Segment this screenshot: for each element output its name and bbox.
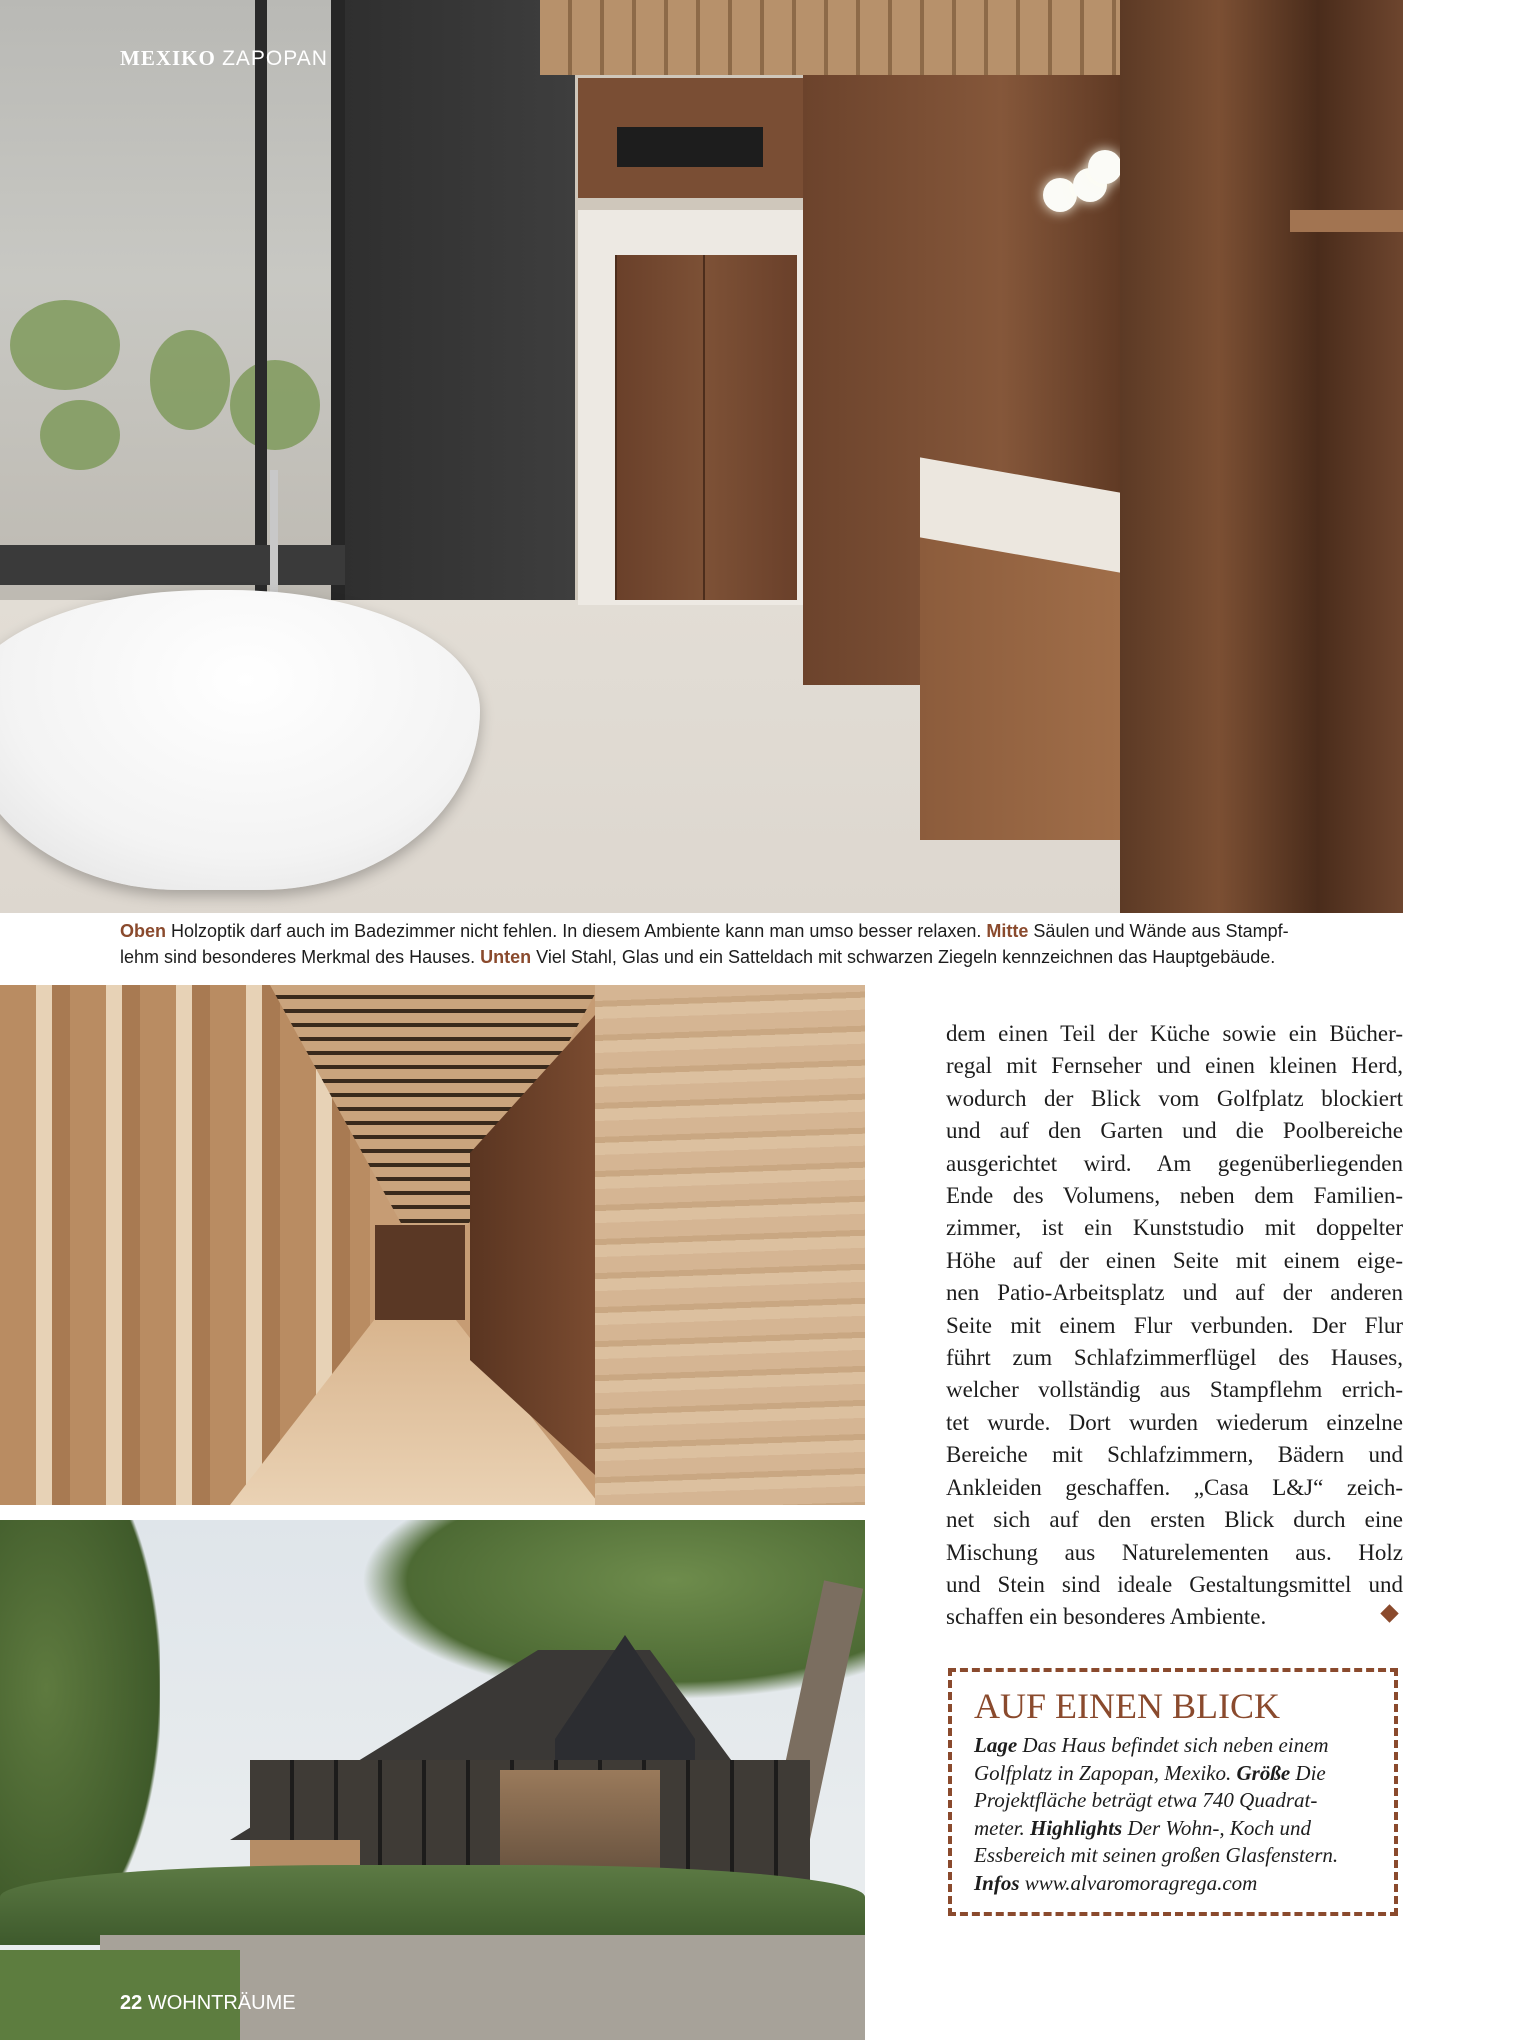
info-lage-text: Das Haus befindet sich neben einem	[1017, 1733, 1329, 1757]
body-text-line: Mischung aus Naturelementen aus. Holz	[946, 1539, 1403, 1565]
caption-text-mid-2: lehm sind besonderes Merkmal des Hauses.	[120, 947, 481, 967]
caption-lead-mid: Mitte	[986, 921, 1029, 941]
caption-text-top: Holzoptik darf auch im Badezimmer nicht fehlen. In diesem Ambiente kann man umso besser relaxen.	[166, 921, 987, 941]
light-bulb	[1088, 150, 1122, 184]
info-lage-text-2: Golfplatz in Zapopan, Mexiko.	[974, 1760, 1237, 1785]
section-city: ZAPOPAN	[222, 47, 328, 70]
body-text-line: Bereiche mit Schlafzimmern, Bädern und	[946, 1442, 1403, 1468]
dark-wall	[345, 0, 575, 690]
rammed-earth-wall	[595, 985, 865, 1505]
info-groesse-label: Größe	[1236, 1760, 1291, 1785]
info-box-title: AUF EINEN BLICK	[974, 1686, 1280, 1726]
info-box-body	[974, 1732, 1372, 1897]
body-text-line: schaffen ein besonderes Ambiente.	[946, 1604, 1267, 1630]
tub-faucet	[270, 470, 278, 600]
page-folio	[120, 1992, 296, 2015]
body-text-line: net sich auf den ersten Blick durch eine	[946, 1507, 1403, 1533]
info-website-link[interactable]: www.alvaromoragrega.com	[1019, 1870, 1258, 1895]
body-text-line: welcher vollständig aus Stampflehm errich-	[946, 1377, 1403, 1403]
section-country: MEXIKO	[120, 46, 216, 70]
corridor-end-door	[375, 1225, 465, 1320]
info-groesse-text-3: meter.	[974, 1815, 1030, 1840]
window-mullion	[255, 0, 267, 620]
article-body	[946, 1018, 1403, 1634]
caption-text-mid: Säulen und Wände aus Stampf-	[1028, 921, 1289, 941]
page-number: 22	[120, 1992, 143, 2014]
photo-caption	[120, 918, 1410, 970]
body-text-line: zimmer, ist ein Kunststudio mit doppelter	[946, 1215, 1403, 1241]
bathroom-photo	[0, 0, 1403, 913]
wardrobe-split	[703, 255, 705, 600]
info-groesse-text: Die	[1290, 1760, 1326, 1785]
info-infos-label: Infos	[974, 1870, 1020, 1895]
house-exterior-photo	[0, 1520, 865, 2040]
wood-door-frame	[1120, 0, 1403, 913]
hedge	[0, 1865, 865, 1945]
vent-grille	[617, 127, 763, 167]
body-text-line: tet wurde. Dort wurden wiederum einzelne	[946, 1409, 1403, 1435]
caption-text-bot: Viel Stahl, Glas und ein Satteldach mit schwarzen Ziegeln kennzeichnen das Hauptgebäude.	[531, 947, 1276, 967]
wood-shelf	[1290, 210, 1403, 232]
body-text-line: Ankleiden geschaffen. „Casa L&J“ zeich-	[946, 1474, 1403, 1500]
light-bulb	[1043, 178, 1077, 212]
body-text-line: Seite mit einem Flur verbunden. Der Flur	[946, 1312, 1403, 1338]
body-text-line: und Stein sind ideale Gestaltungsmittel und	[946, 1571, 1403, 1597]
window-frame	[0, 0, 345, 640]
info-box	[948, 1668, 1398, 1916]
body-text-line: Höhe auf der einen Seite mit einem eige-	[946, 1247, 1403, 1273]
body-text-line: regal mit Fernseher und einen kleinen Herd,	[946, 1053, 1403, 1079]
body-text-line: nen Patio-Arbeitsplatz und auf der anderen	[946, 1280, 1403, 1306]
info-highlights-label: Highlights	[1030, 1815, 1123, 1840]
info-lage-label: Lage	[974, 1733, 1018, 1757]
wardrobe	[615, 255, 797, 600]
body-text-line: ausgerichtet wird. Am gegenüberliegenden	[946, 1150, 1403, 1176]
body-text-line: und auf den Garten und die Poolbereiche	[946, 1118, 1403, 1144]
magazine-name: WOHNTRÄUME	[147, 1992, 296, 2014]
info-highlights-text: Der Wohn-, Koch und	[1122, 1815, 1311, 1840]
caption-lead-bot: Unten	[480, 947, 532, 967]
corridor-photo	[0, 985, 865, 1505]
body-text-line: wodurch der Blick vom Golfplatz blockiert	[946, 1085, 1403, 1111]
info-highlights-text-2: Essbereich mit seinen großen Glasfenstern.	[974, 1843, 1339, 1867]
lit-interior	[500, 1770, 660, 1870]
body-text-line: führt zum Schlafzimmerflügel des Hauses,	[946, 1345, 1403, 1371]
window-sill	[0, 545, 345, 585]
caption-lead-top: Oben	[120, 921, 167, 941]
body-text-line: Ende des Volumens, neben dem Familien-	[946, 1183, 1403, 1209]
section-label	[120, 46, 328, 71]
body-text-line: dem einen Teil der Küche sowie ein Bücher-	[946, 1021, 1403, 1046]
info-groesse-text-2: Projektfläche beträgt etwa 740 Quadrat-	[974, 1788, 1318, 1812]
